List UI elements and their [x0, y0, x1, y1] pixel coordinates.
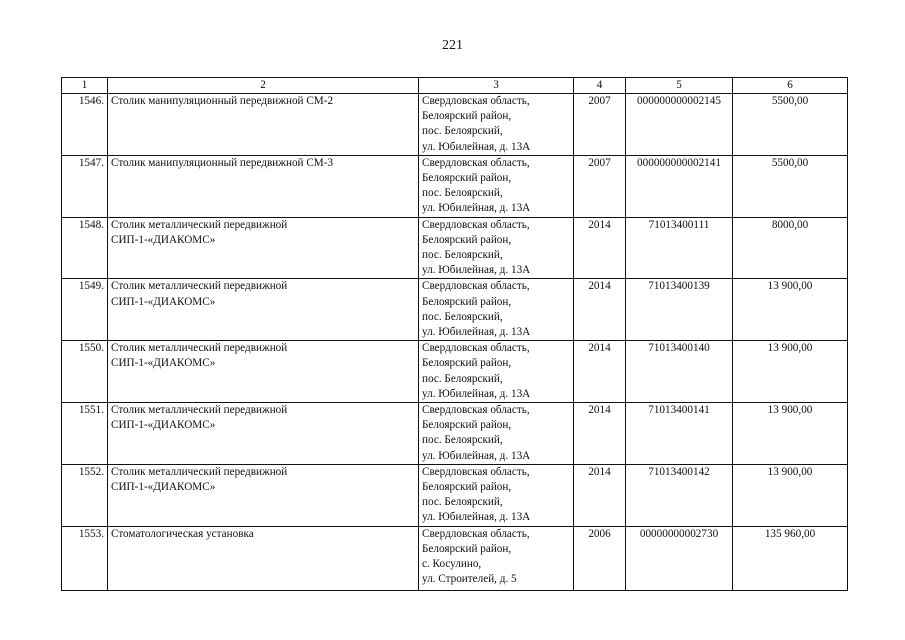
item-address-line: Свердловская область,	[422, 465, 530, 478]
item-address-line: пос. Белоярский,	[422, 187, 503, 200]
table-row	[62, 94, 848, 156]
item-address-line: ул. Юбилейная, д. 13А	[422, 511, 531, 524]
item-address-line: ул. Юбилейная, д. 13А	[422, 449, 531, 462]
page-number: 221	[442, 38, 463, 53]
row-number: 1551.	[62, 403, 108, 465]
inventory-number: 71013400139	[626, 279, 733, 341]
item-address-line: ул. Строителей, д. 5	[422, 573, 517, 586]
item-address-line: Белоярский район,	[422, 357, 512, 370]
inventory-number: 71013400111	[626, 217, 733, 279]
item-name	[108, 403, 419, 465]
item-address-line: Свердловская область,	[422, 404, 530, 417]
item-address-line: Белоярский район,	[422, 295, 512, 308]
item-year: 2007	[574, 155, 626, 217]
item-address-line: Свердловская область,	[422, 95, 530, 107]
item-address-line: Свердловская область,	[422, 156, 530, 169]
item-address-line: Белоярский район,	[422, 233, 512, 246]
item-address-line: пос. Белоярский,	[422, 496, 503, 509]
item-address-line: ул. Юбилейная, д. 13А	[422, 326, 531, 339]
column-header-3: 3	[419, 78, 574, 94]
item-cost: 13 900,00	[733, 464, 848, 526]
item-name-line: Столик металлический передвижной	[111, 465, 288, 478]
table-row	[62, 155, 848, 217]
item-name-line: СИП-1-«ДИАКОМС»	[111, 357, 216, 370]
item-name-line: Столик металлический передвижной	[111, 342, 288, 355]
inventory-number: 00000000002730	[626, 526, 733, 590]
item-name-line: СИП-1-«ДИАКОМС»	[111, 419, 216, 432]
column-header-5: 5	[626, 78, 733, 94]
column-header-2: 2	[108, 78, 419, 94]
inventory-number: 000000000002141	[626, 155, 733, 217]
item-cost: 5500,00	[733, 155, 848, 217]
table-row	[62, 341, 848, 403]
item-address-line: ул. Юбилейная, д. 13А	[422, 387, 531, 400]
item-address-line: Свердловская область,	[422, 218, 530, 231]
item-address-line: Белоярский район,	[422, 419, 512, 432]
item-year: 2014	[574, 217, 626, 279]
table-row	[62, 464, 848, 526]
item-address	[419, 279, 574, 341]
column-header-1: 1	[62, 78, 108, 94]
item-name-line: Столик металлический передвижной	[111, 280, 288, 293]
item-address-line: Белоярский район,	[422, 542, 512, 555]
item-year: 2006	[574, 526, 626, 590]
item-year: 2014	[574, 403, 626, 465]
item-address-line: Свердловская область,	[422, 280, 530, 293]
item-name-line: Столик металлический передвижной	[111, 218, 288, 231]
item-address-line: Белоярский район,	[422, 110, 512, 123]
item-address	[419, 217, 574, 279]
table-row	[62, 526, 848, 590]
item-address	[419, 94, 574, 156]
table-row	[62, 279, 848, 341]
row-number: 1547.	[62, 155, 108, 217]
item-year: 2014	[574, 341, 626, 403]
header-row	[62, 78, 848, 94]
row-number: 1550.	[62, 341, 108, 403]
item-cost: 5500,00	[733, 94, 848, 156]
inventory-number: 000000000002145	[626, 94, 733, 156]
item-address-line: ул. Юбилейная, д. 13А	[422, 202, 531, 215]
item-name-line: Столик манипуляционный передвижной СМ-3	[111, 156, 334, 169]
item-name-line: СИП-1-«ДИАКОМС»	[111, 295, 216, 308]
item-address-line: ул. Юбилейная, д. 13А	[422, 140, 531, 153]
item-address-line: с. Косулино,	[422, 558, 482, 571]
item-name	[108, 217, 419, 279]
item-year: 2007	[574, 94, 626, 156]
item-name-line: Стоматологическая установка	[111, 527, 254, 540]
row-number: 1553.	[62, 526, 108, 590]
item-name	[108, 94, 419, 156]
item-name-line: Столик металлический передвижной	[111, 404, 288, 417]
item-cost: 13 900,00	[733, 279, 848, 341]
item-address-line: пос. Белоярский,	[422, 372, 503, 385]
item-name-line: Столик манипуляционный передвижной СМ-2	[111, 95, 334, 107]
item-cost: 13 900,00	[733, 341, 848, 403]
item-name	[108, 464, 419, 526]
item-cost: 13 900,00	[733, 403, 848, 465]
inventory-number: 71013400141	[626, 403, 733, 465]
item-name	[108, 341, 419, 403]
item-cost: 8000,00	[733, 217, 848, 279]
item-address-line: пос. Белоярский,	[422, 125, 503, 138]
item-address-line: пос. Белоярский,	[422, 434, 503, 447]
inventory-number: 71013400140	[626, 341, 733, 403]
item-name	[108, 526, 419, 590]
item-address	[419, 526, 574, 590]
item-year: 2014	[574, 464, 626, 526]
item-cost: 135 960,00	[733, 526, 848, 590]
row-number: 1546.	[62, 94, 108, 156]
item-name	[108, 155, 419, 217]
item-address	[419, 341, 574, 403]
item-name	[108, 279, 419, 341]
item-address	[419, 464, 574, 526]
property-table	[61, 77, 848, 591]
item-year: 2014	[574, 279, 626, 341]
column-header-4: 4	[574, 78, 626, 94]
item-address-line: пос. Белоярский,	[422, 249, 503, 262]
item-name-line: СИП-1-«ДИАКОМС»	[111, 233, 216, 246]
inventory-number: 71013400142	[626, 464, 733, 526]
row-number: 1552.	[62, 464, 108, 526]
item-address	[419, 403, 574, 465]
table-body	[62, 94, 848, 591]
item-address-line: Свердловская область,	[422, 342, 530, 355]
item-address-line: пос. Белоярский,	[422, 310, 503, 323]
column-header-6: 6	[733, 78, 848, 94]
item-address-line: Белоярский район,	[422, 481, 512, 494]
table-row	[62, 217, 848, 279]
row-number: 1548.	[62, 217, 108, 279]
table-row	[62, 403, 848, 465]
item-address-line: ул. Юбилейная, д. 13А	[422, 264, 531, 277]
item-address-line: Свердловская область,	[422, 527, 530, 540]
item-address-line: Белоярский район,	[422, 172, 512, 185]
item-address	[419, 155, 574, 217]
item-name-line: СИП-1-«ДИАКОМС»	[111, 481, 216, 494]
row-number: 1549.	[62, 279, 108, 341]
